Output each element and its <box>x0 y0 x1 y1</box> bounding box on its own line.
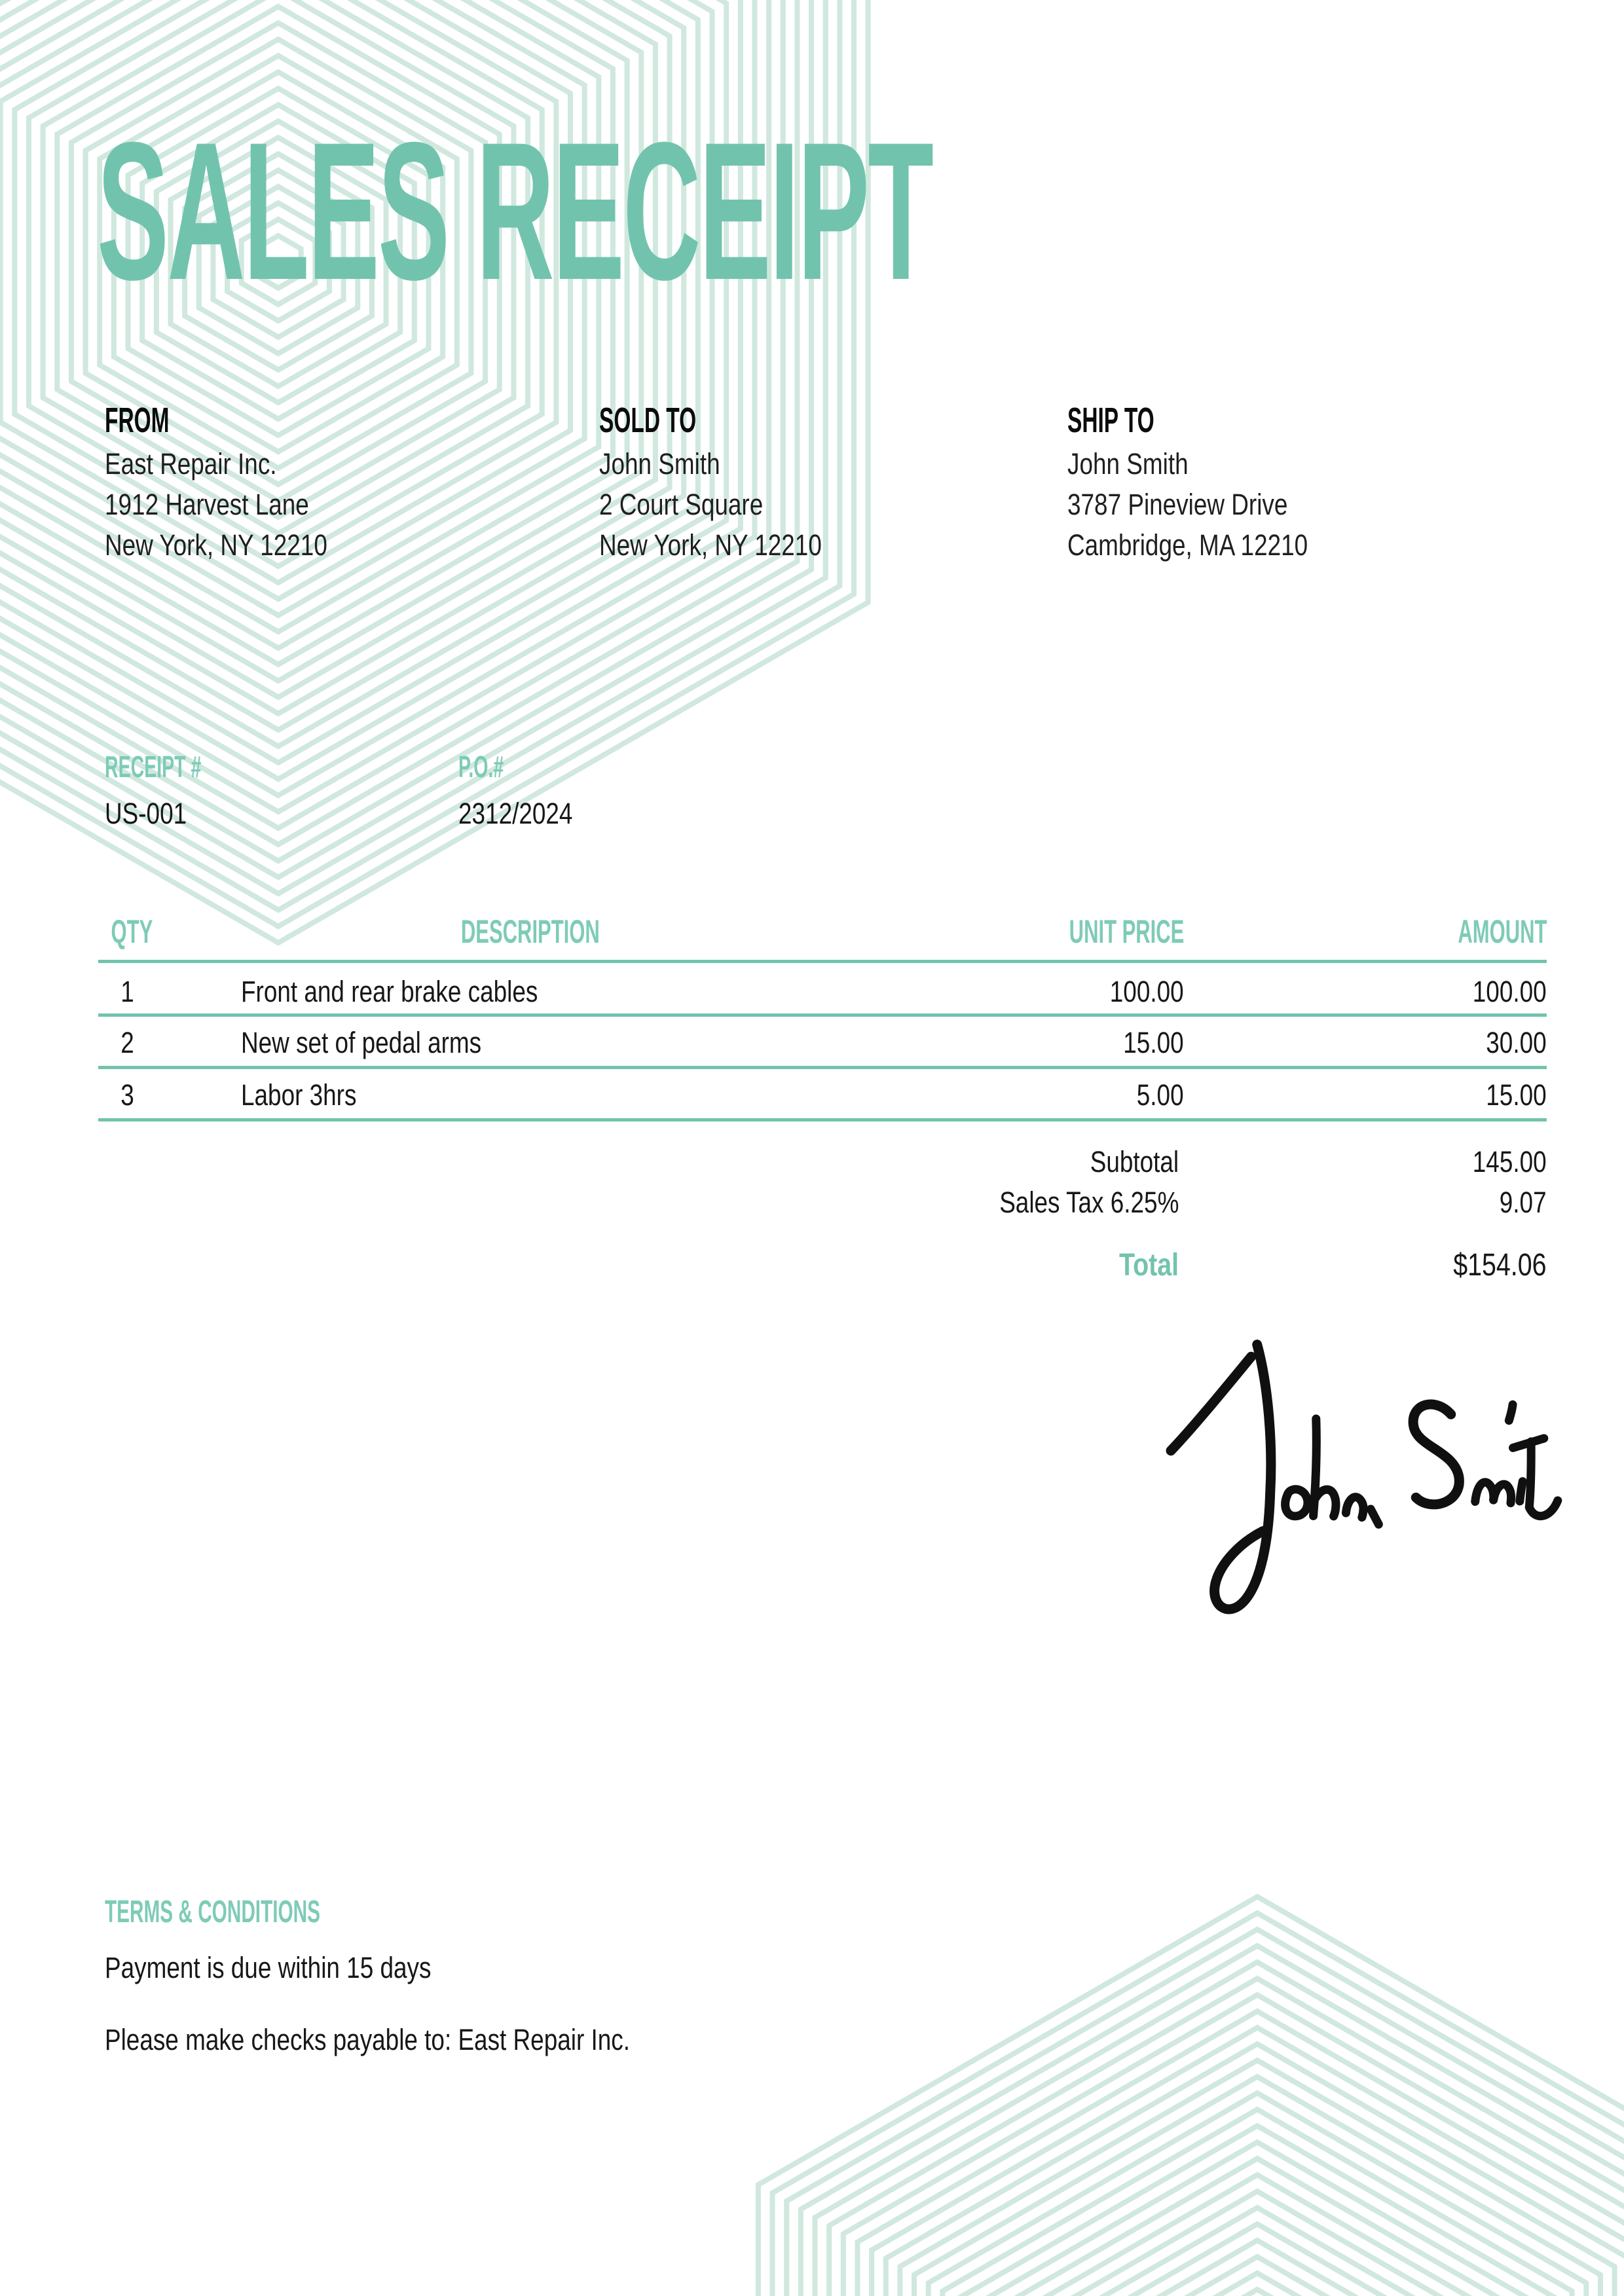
table-header-description: DESCRIPTION <box>461 913 600 950</box>
po-number-label: P.O.# <box>458 750 504 784</box>
unit-price-cell: 15.00 <box>1123 1026 1184 1059</box>
table-rule <box>98 1013 1547 1017</box>
signature-stroke <box>1508 1404 1513 1420</box>
qty-cell: 3 <box>120 1078 135 1112</box>
amount-cell: 100.00 <box>1473 975 1547 1008</box>
table-header-unit-price: UNIT PRICE <box>1069 913 1184 950</box>
signature-stroke <box>1284 1489 1308 1517</box>
description-cell: Front and rear brake cables <box>241 975 538 1008</box>
po-number-value: 2312/2024 <box>458 797 573 830</box>
ship-to-address: John Smith 3787 Pineview Drive Cambridge, MA 12210 <box>1067 447 1308 562</box>
amount-cell: 15.00 <box>1486 1078 1547 1112</box>
terms-line: Please make checks payable to: East Repair Inc. <box>105 2023 630 2056</box>
table-rule <box>98 960 1547 963</box>
signature-stroke <box>1166 1357 1256 1451</box>
sales-tax-label: Sales Tax 6.25% <box>999 1186 1179 1219</box>
table-rule <box>98 1118 1547 1121</box>
subtotal-value: 145.00 <box>1473 1145 1547 1178</box>
ship-to-label: SHIP TO <box>1067 401 1154 440</box>
from-address: East Repair Inc. 1912 Harvest Lane New York, NY 12210 <box>105 447 327 562</box>
terms-label: TERMS & CONDITIONS <box>105 1895 321 1929</box>
table-header-amount: AMOUNT <box>1457 913 1547 950</box>
description-cell: New set of pedal arms <box>241 1026 482 1059</box>
sold-to-address: John Smith 2 Court Square New York, NY 12210 <box>599 447 822 562</box>
total-value: $154.06 <box>1453 1248 1547 1283</box>
signature-stroke <box>1519 1482 1524 1501</box>
total-label: Total <box>1118 1248 1179 1283</box>
signature-stroke <box>1513 1438 1545 1448</box>
qty-cell: 2 <box>120 1026 135 1059</box>
subtotal-label: Subtotal <box>1090 1145 1179 1178</box>
signature-stroke <box>1371 1508 1378 1525</box>
signature-stroke <box>1345 1497 1364 1518</box>
receipt-number-value: US-001 <box>105 797 187 830</box>
qty-cell: 1 <box>120 975 135 1008</box>
signature-stroke <box>1526 1442 1534 1507</box>
amount-cell: 30.00 <box>1486 1026 1547 1059</box>
table-header-qty: QTY <box>111 913 153 950</box>
signature <box>1139 1309 1574 1632</box>
page-title: SALES RECEIPT <box>97 101 932 321</box>
sold-to-label: SOLD TO <box>599 401 697 440</box>
signature-stroke <box>1202 1344 1279 1610</box>
receipt-number-label: RECEIPT # <box>105 750 202 784</box>
description-cell: Labor 3hrs <box>241 1078 357 1112</box>
signature-stroke <box>1411 1403 1460 1505</box>
terms-line: Payment is due within 15 days <box>105 1951 432 1984</box>
from-label: FROM <box>105 401 170 440</box>
unit-price-cell: 5.00 <box>1137 1078 1184 1112</box>
sales-tax-value: 9.07 <box>1500 1186 1547 1219</box>
table-rule <box>98 1066 1547 1069</box>
signature-stroke <box>1492 1484 1511 1504</box>
unit-price-cell: 100.00 <box>1110 975 1184 1008</box>
